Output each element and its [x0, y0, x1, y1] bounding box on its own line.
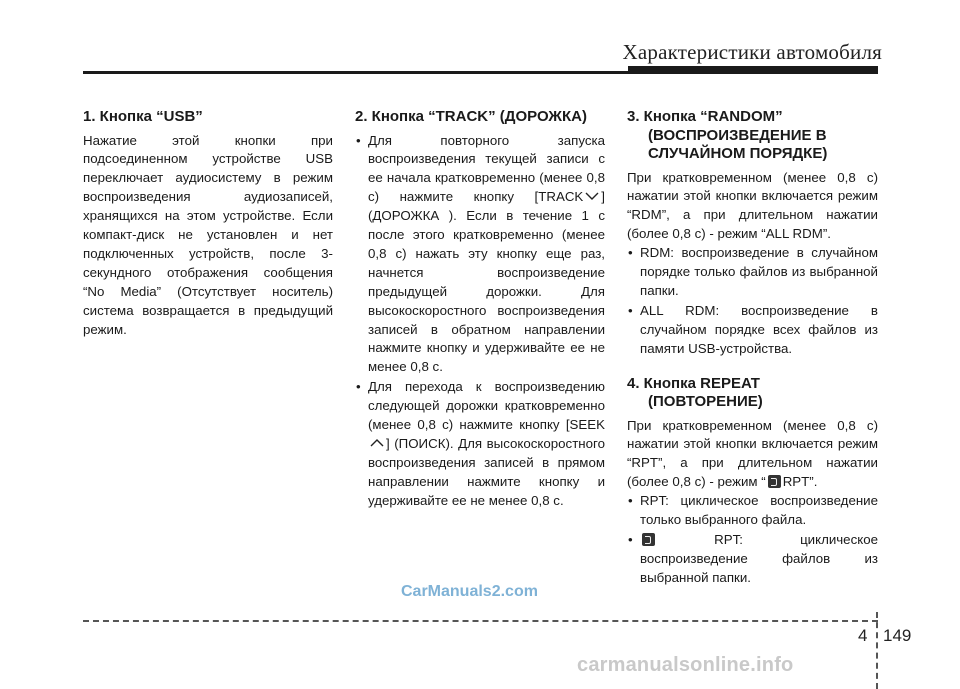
chevron-down-icon — [583, 189, 601, 203]
column-track — [355, 108, 605, 512]
track-item-next — [355, 378, 605, 510]
repeat-item-rpt: • RPT: циклическое воспроизведение только выбранного файла. — [627, 492, 878, 530]
watermark-carmanualsonline[interactable]: carmanualsonline.info — [577, 654, 794, 676]
watermark-carmanuals2[interactable]: CarManuals2.com — [401, 583, 538, 600]
repeat-body-text-a: При кратковременном (менее 0,8 с) нажатии этой кнопки включается режим “RPT”, а при длительном нажатии (более 0,8 с) - режим “ — [627, 417, 878, 490]
track-item-previous-text-a: Для повторного запуска воспроизведения текущей записи с ее начала кратковременно (менее 0,8 с) нажмите кнопку [TRACK — [368, 132, 605, 205]
chevron-up-icon — [368, 436, 386, 450]
column-random-repeat — [627, 108, 878, 589]
repeat-item-folder-rpt — [627, 531, 878, 588]
column-usb — [83, 108, 333, 339]
track-item-next-text-a: Для перехода к воспроизведению следующей дорожки кратковременно (менее 0,8 с) нажмите кнопку [SEEK — [368, 379, 605, 433]
usb-heading: 1. Кнопка “USB” — [83, 108, 203, 125]
repeat-body — [627, 417, 878, 493]
repeat-body-text-b: RPT”. — [782, 474, 818, 490]
repeat-list — [627, 492, 878, 588]
repeat-heading: 4. Кнопка REPEAT (ПОВТОРЕНИЕ) — [627, 374, 763, 411]
random-body: При кратковременном (менее 0,8 с) нажатии этой кнопки включается режим “RDM”, а при длительном нажатии (более 0,8 с) - режим “ALL RDM”. — [627, 169, 878, 242]
repeat-item-folder-rpt-text: RPT: циклическое воспроизведение файлов из выбранной папки. — [640, 532, 878, 585]
section-title: Характеристики автомобиля — [622, 40, 882, 64]
random-item-rdm: • RDM: воспроизведение в случайном порядке только файлов из выбранной папки. — [627, 244, 878, 301]
page-number: 149 — [883, 626, 912, 645]
folder-repeat-icon — [642, 533, 655, 546]
random-item-all-rdm: • ALL RDM: воспроизведение в случайном порядке всех файлов из памяти USB-устройства. — [627, 302, 878, 359]
random-list — [627, 244, 878, 358]
track-list — [355, 132, 605, 511]
footer-divider — [876, 612, 878, 689]
usb-body: Нажатие этой кнопки при подсоединенном устройстве USB переключает аудиосистему в режим воспроизведения аудиозаписей, хранящихся на этом устройстве. Если компакт-диск не установлен и нет подключенных устройств, после 3-секундного отображения сообщения “No Media” (Отсутствует носитель) система возвращается в предыдущий режим. — [83, 132, 333, 337]
chapter-number: 4 — [858, 626, 868, 645]
track-item-previous — [355, 132, 605, 378]
track-item-previous-text-b: ] (ДОРОЖКА ). Если в течение 1 с после этого кратковременно (менее 0,8 с) нажать эту кнопку еще раз, начнется воспроизведение предыдущей дорожки. Для высокоскоростного воспроизведения записей в обратном направлении нажмите кнопку и удерживайте ее не менее 0,8 с. — [368, 189, 605, 375]
track-heading: 2. Кнопка “TRACK” (ДОРОЖКА) — [355, 108, 587, 125]
random-heading: 3. Кнопка “RANDOM” (ВОСПРОИЗВЕДЕНИЕ В СЛУЧАЙНОМ ПОРЯДКЕ) — [627, 108, 828, 162]
header-rule — [83, 71, 878, 74]
folder-repeat-icon — [768, 475, 781, 488]
footer-rule — [83, 620, 878, 622]
track-item-next-text-b: ] (ПОИСК). Для высокоскоростного воспроизведения записей в прямом направлении нажмите кнопку и удерживайте ее не менее 0,8 с. — [368, 436, 605, 508]
